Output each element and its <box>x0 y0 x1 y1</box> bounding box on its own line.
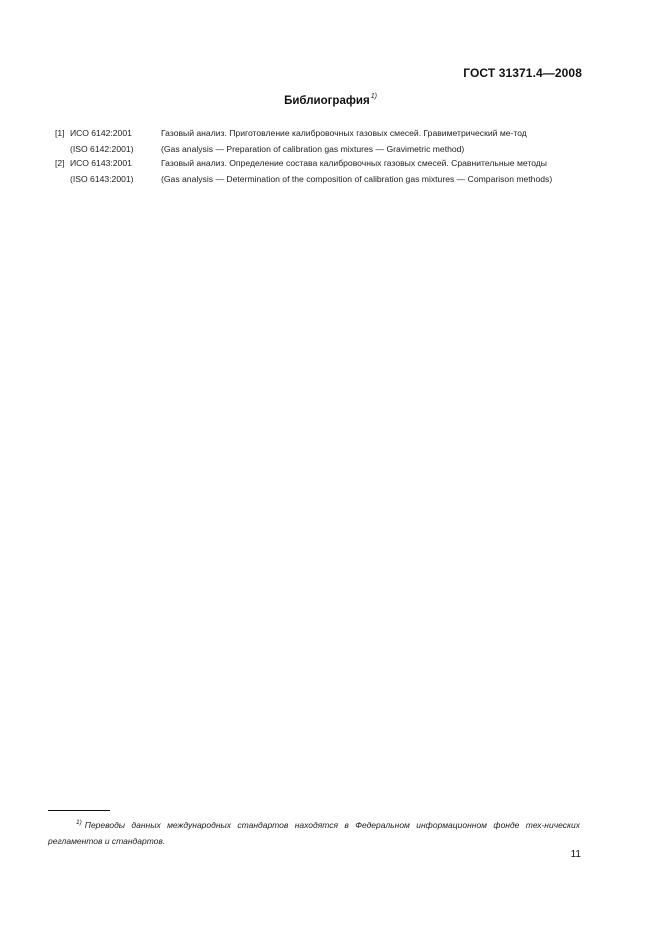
bibliography-entry <box>55 128 577 139</box>
entry-text: (Gas analysis — Determination of the composition of calibration gas mixtures — Comparison methods) <box>161 174 553 184</box>
entry-text: (Gas analysis — Preparation of calibration gas mixtures — Gravimetric method) <box>161 144 465 154</box>
footnote-marker: 1) <box>76 819 82 826</box>
entry-text: Газовый анализ. Приготовление калибровочных газовых смесей. Гравиметрический ме-тод <box>161 128 527 138</box>
entry-code: (ISO 6143:2001) <box>70 174 134 184</box>
footnote-divider <box>48 810 110 811</box>
entry-number: [1] <box>55 128 65 138</box>
entry-code: ИСО 6142:2001 <box>70 128 132 138</box>
footnote <box>48 815 580 849</box>
bibliography-title-text: Библиография <box>284 95 370 107</box>
footnote-text: Переводы данных международных стандартов находятся в Федеральном информационном фонде тех-нических регламентов и стандартов. <box>48 820 580 846</box>
entry-text: Газовый анализ. Определение состава калибровочных газовых смесей. Сравнительные методы <box>161 158 547 168</box>
bibliography-title <box>0 93 661 107</box>
entry-number: [2] <box>55 158 65 168</box>
document-code: ГОСТ 31371.4—2008 <box>463 66 582 80</box>
bibliography-list <box>55 128 577 185</box>
page-number: 11 <box>570 849 581 860</box>
entry-code: (ISO 6142:2001) <box>70 144 134 154</box>
title-footnote-ref: 1) <box>370 93 377 100</box>
entry-code: ИСО 6143:2001 <box>70 158 132 168</box>
bibliography-entry <box>55 158 577 169</box>
bibliography-entry <box>55 174 577 185</box>
bibliography-entry <box>55 144 577 155</box>
